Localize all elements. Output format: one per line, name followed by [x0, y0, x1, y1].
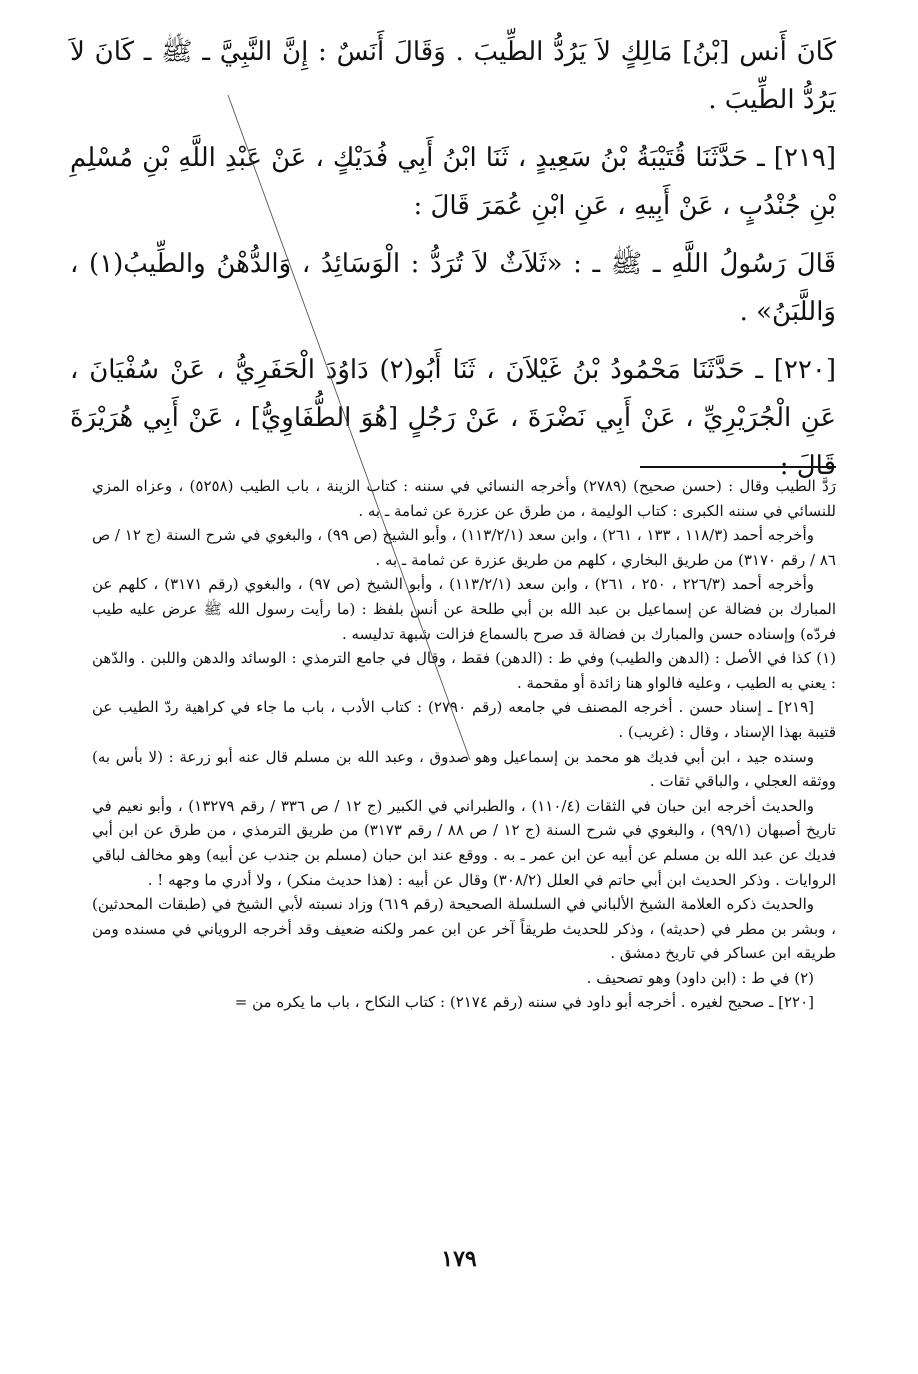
footnote-paragraph: وأخرجه أحمد (٢٢٦/٣ ، ٢٥٠ ، ٢٦١) ، وابن سعد (١١٣/٢/١) ، وأبو الشيخ (ص ٩٧) ، والبغوي (رقم ٣١٧١) ، كلهم عن المبارك بن فضالة عن إسماعيل بن عبد الله بن أبي طلحة عن أنس بلفظ : (ما رأيت رسول الله ﷺ عرض عليه طيب فردّه) وإسناده حسن والمبارك بن فضالة قد صرح بالسماع فزالت شبهة تدليسه . [92, 575, 836, 643]
footnote-paragraph: (١) كذا في الأصل : (الدهن والطيب) وفي ط : (الدهن) فقط ، وقال في جامع الترمذي : الوسائد والدهن واللبن . والدّهن : يعني به الطيب ، وعليه فالواو هنا زائدة أو مقحمة . [92, 649, 836, 692]
main-paragraph: قَالَ رَسُولُ اللَّهِ ـ ﷺ ـ : «ثَلاَثٌ لاَ تُرَدُّ : الْوَسَائِدُ ، وَالدُّهْنُ والطِّيبُ(١) ، وَاللَّبَنُ» . [70, 249, 836, 327]
footnote-paragraph: رَدَّ الطيب وقال : (حسن صحيح) (٢٧٨٩) وأخرجه النسائي في سننه : كتاب الزينة ، باب الطيب (٥٢٥٨) ، وعزاه المزي للنسائي في سننه الكبرى : كتاب الوليمة ، من طرق عن عزرة عن ثمامة ـ به . [92, 477, 836, 520]
main-paragraph: كَانَ أَنس [بْنُ] مَالِكٍ لاَ يَرُدُّ الطِّيبَ . وَقَالَ أَنَسٌ : إِنَّ النَّبِيَّ ـ ﷺ ـ كَانَ لاَ يَرُدُّ الطِّيبَ . [70, 37, 836, 115]
main-paragraph: [٢١٩] ـ حَدَّثَنَا قُتَيْبَةُ بْنُ سَعِيدٍ ، ثَنَا ابْنُ أَبِي فُدَيْكٍ ، عَنْ عَبْدِ اللَّهِ بْنِ مُسْلِمِ بْنِ جُنْدُبٍ ، عَنْ أَبِيهِ ، عَنِ ابْنِ عُمَرَ قَالَ : [70, 143, 836, 221]
page-number: ١٧٩ [441, 1246, 477, 1272]
main-paragraph: [٢٢٠] ـ حَدَّثَنَا مَحْمُودُ بْنُ غَيْلاَنَ ، ثَنَا أَبُو(٢) دَاوُدَ الْحَفَرِيُّ ، عَنْ سُفْيَانَ ، عَنِ الْجُرَيْرِيِّ ، عَنْ أَبِي نَضْرَةَ ، عَنْ رَجُلٍ [هُوَ الطُّفَاوِيُّ] ، عَنْ أَبِي هُرَيْرَةَ قَالَ : [70, 355, 836, 481]
footnote-paragraph: [٢١٩] ـ إسناد حسن . أخرجه المصنف في جامعه (رقم ٢٧٩٠) : كتاب الأدب ، باب ما جاء في كراهية ردّ الطيب عن قتيبة بهذا الإسناد ، وقال : (غريب) . [92, 698, 836, 741]
footnote-paragraph: (٢) في ط : (ابن داود) وهو تصحيف . [586, 968, 814, 987]
footnote-paragraph: [٢٢٠] ـ صحيح لغيره . أخرجه أبو داود في سننه (رقم ٢١٧٤) : كتاب النكاح ، باب ما يكره من = [234, 993, 814, 1012]
footnote-paragraph: وسنده جيد ، ابن أبي فديك هو محمد بن إسماعيل وهو صدوق ، وعبد الله بن مسلم قال عنه أبو زرعة : (لا بأس به) ووثقه العجلي ، والباقي ثقات . [92, 747, 836, 791]
footnote-paragraph: والحديث أخرجه ابن حبان في الثقات (١١٠/٤) ، والطبراني في الكبير (ج ١٢ / ص ٣٣٦ / رقم ١٣٢٧٩) ، وأبو نعيم في تاريخ أصبهان (٩٩/١) ، والبغوي في شرح السنة (ج ١٢ / ص ٨٨ / رقم ٣١٧٣) من طريق الترمذي ، من طرق عن ابن أبي فديك عن عبد الله بن مسلم عن أبيه عن ابن عمر ـ به . ووقع عند ابن حبان (مسلم بن جندب عن أبيه) وهو مخالف لباقي الروايات . وذكر الحديث ابن أبي حاتم في العلل (٣٠٨/٢) وقال عن أبيه : (هذا حديث منكر) ، ولا أدري ما وجهه ! . [92, 796, 836, 889]
footnote-paragraph: وأخرجه أحمد (١١٨/٣ ، ١٣٣ ، ٢٦١) ، وابن سعد (١١٣/٢/١) ، وأبو الشيخ (ص ٩٩) ، والبغوي في شرح السنة (ج ١٢ / ص ٨٦ / رقم ٣١٧٠) من طريق البخاري ، كلهم من طريق عزرة عن ثمامة ـ به . [92, 526, 836, 569]
footnote-paragraph: والحديث ذكره العلامة الشيخ الألباني في السلسلة الصحيحة (رقم ٦١٩) وزاد نسبته لأبي الشيخ في (طبقات المحدثين) ، وبشر بن مطر في (حديثه) ، وذكر للحديث طريقاً آخر عن ابن عمر ولكنه ضعيف وقد أخرجه الروياني في مسنده ومن طريقه ابن عساكر في تاريخ دمشق . [92, 895, 836, 963]
